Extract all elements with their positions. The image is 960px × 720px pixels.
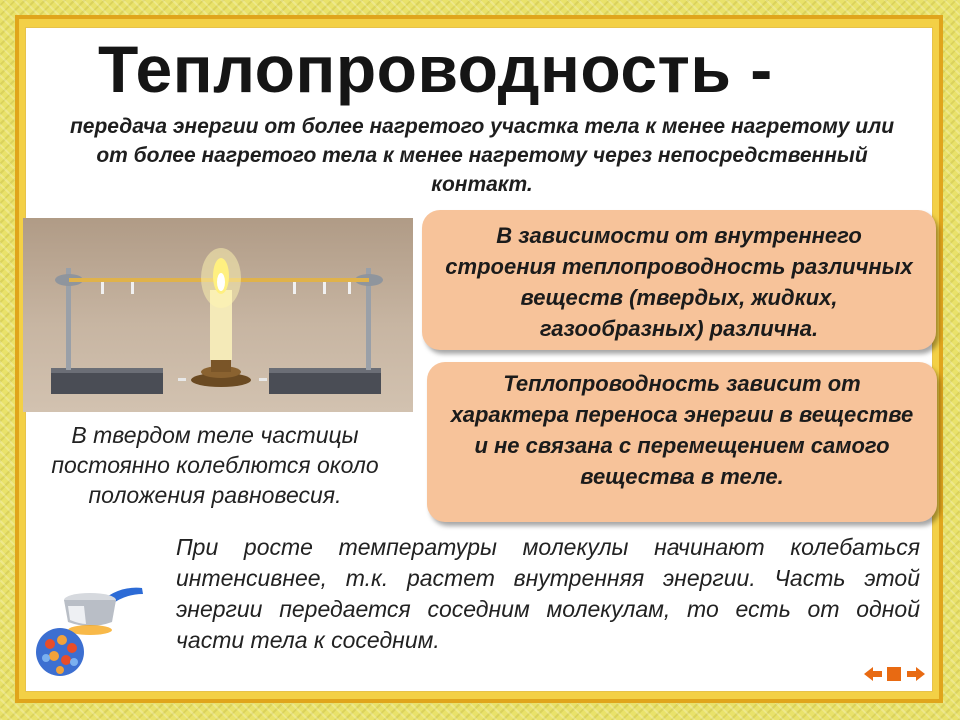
definition-text: передача энергии от более нагретого участка тела к менее нагретому или от более нагретого тела к менее нагретому через непосредственный контакт. (69, 115, 895, 196)
arrow-left-icon[interactable] (864, 667, 882, 686)
pot-illustration (24, 566, 154, 686)
square-icon[interactable] (886, 666, 902, 687)
slide-navigation (864, 666, 926, 684)
experiment-photo (23, 218, 413, 412)
temperature-paragraph: При росте температуры молекулы начинают колебаться интенсивнее, т.к. растет внутренняя энергии. Часть этой энергии передается соседним молекулам, то есть от одной части тела к соседним. (176, 534, 920, 653)
solid-particles-caption: В твердом теле частицы постоянно колеблются около положения равновесия. (51, 422, 379, 508)
info-box-structure: В зависимости от внутреннего строения теплопроводность различных веществ (твердых, жидких, газообразных) различна. (422, 210, 936, 350)
slide-title: Теплопроводность - (98, 32, 773, 106)
info-box-energy-transfer: Теплопроводность зависит от характера переноса энергии в веществе и не связана с перемещением самого вещества в теле. (427, 362, 937, 522)
arrow-right-icon[interactable] (907, 667, 925, 686)
